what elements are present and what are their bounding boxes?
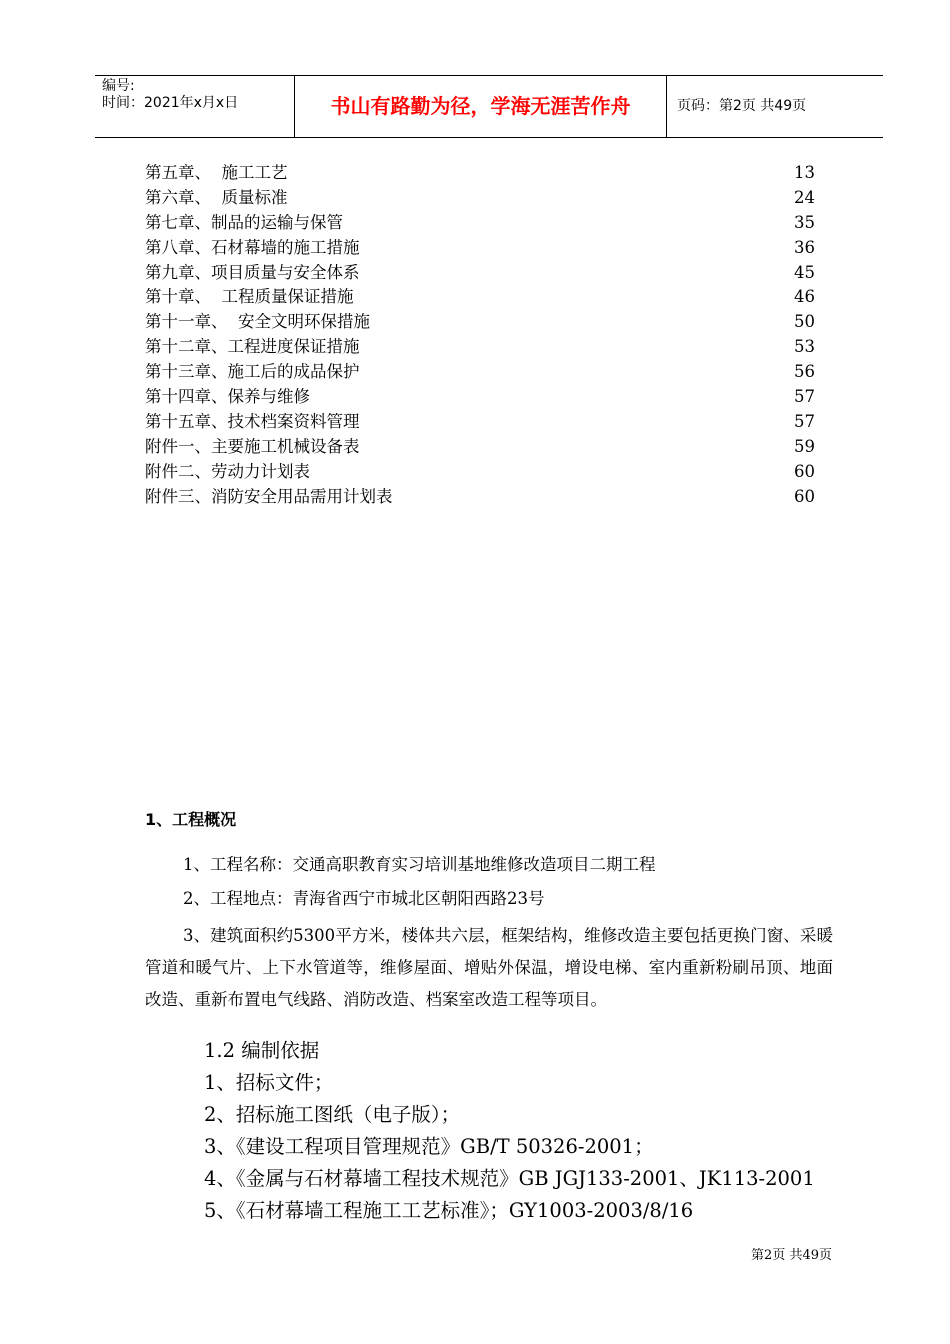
- basis-item: 3、《建设工程项目管理规范》GB/T 50326-2001；: [204, 1135, 654, 1158]
- toc-entry-page: 24: [794, 187, 815, 207]
- toc-entry-page: 50: [794, 312, 815, 332]
- toc-entry-title: 第六章、 质量标准: [145, 187, 288, 207]
- header-middle-cell: [295, 76, 667, 137]
- header-motto: 书山有路勤为径，学海无涯苦作舟: [330, 94, 631, 118]
- toc-entry-title: 附件一、主要施工机械设备表: [145, 436, 360, 456]
- toc-entry-page: 46: [794, 287, 815, 307]
- toc-entry-title: 第十一章、 安全文明环保措施: [145, 312, 370, 332]
- toc-entry: [145, 435, 815, 460]
- toc-entry-title: 第十四章、保养与维修: [145, 387, 310, 407]
- page-footer: 第2页 共49页: [751, 1248, 832, 1263]
- toc-entry-title: 第十五章、技术档案资料管理: [145, 411, 360, 431]
- toc-entry: [145, 410, 815, 435]
- basis-item: 4、《金属与石材幕墙工程技术规范》GB JGJ133-2001、JK113-2001: [204, 1167, 815, 1190]
- header-page-info: 页码：第2页 共49页: [677, 98, 807, 114]
- toc-entry: [145, 211, 815, 236]
- toc-entry: [145, 385, 815, 410]
- page-header: [95, 75, 883, 138]
- toc-entry: [145, 310, 815, 335]
- toc-entry-title: 第九章、项目质量与安全体系: [145, 262, 360, 282]
- toc-entry-page: 56: [794, 362, 815, 382]
- toc-entry: [145, 460, 815, 485]
- document-code-label: 编号:: [102, 78, 135, 94]
- toc-entry-page: 35: [794, 212, 815, 232]
- project-name-paragraph: 1、工程名称：交通高职教育实习培训基地维修改造项目二期工程: [183, 855, 656, 874]
- toc-entry-page: 53: [794, 337, 815, 357]
- toc-entry: [145, 161, 815, 186]
- toc-entry-title: 第八章、石材幕墙的施工措施: [145, 237, 360, 257]
- toc-entry-page: 36: [794, 237, 815, 257]
- toc-entry: [145, 485, 815, 510]
- toc-entry-title: 第十二章、工程进度保证措施: [145, 337, 360, 357]
- project-location-paragraph: 2、工程地点：青海省西宁市城北区朝阳西路23号: [183, 889, 545, 908]
- toc-entry-title: 第五章、 施工工艺: [145, 163, 288, 182]
- header-left-cell: [95, 76, 295, 137]
- basis-item: 1、招标文件；: [204, 1071, 334, 1094]
- toc-entry-title: 第七章、制品的运输与保管: [145, 212, 343, 232]
- toc-entry: [145, 285, 815, 310]
- toc-entry-page: 13: [794, 163, 815, 182]
- project-scope-paragraph: 3、建筑面积约5300平方米，楼体共六层，框架结构，维修改造主要包括更换门窗、采暖管道和暖气片、上下水管道等，维修屋面、增贴外保温，增设电梯、室内重新粉刷吊顶、地面改造、重新布置电气线路、消防改造、档案室改造工程等项目。: [145, 926, 833, 1009]
- basis-heading: 1.2 编制依据: [204, 1039, 320, 1062]
- section-heading: 1、工程概况: [145, 810, 237, 829]
- toc-entry: [145, 236, 815, 261]
- header-right-cell: [667, 76, 883, 137]
- toc-entry-title: 第十三章、施工后的成品保护: [145, 362, 360, 382]
- toc-entry: [145, 360, 815, 385]
- basis-item: 2、招标施工图纸（电子版）；: [204, 1103, 461, 1126]
- basis-item: 5、《石材幕墙工程施工工艺标准》；GY1003-2003/8/16: [204, 1199, 694, 1222]
- toc-entry-title: 附件二、劳动力计划表: [145, 461, 310, 481]
- document-time-label: 时间：2021年x月x日: [102, 95, 239, 111]
- toc-entry-title: 第十章、 工程质量保证措施: [145, 287, 354, 307]
- toc-entry: [145, 335, 815, 360]
- toc-entry: [145, 186, 815, 211]
- toc-entry-page: 59: [794, 436, 815, 456]
- table-of-contents: [145, 161, 815, 509]
- toc-entry-page: 57: [794, 411, 815, 431]
- toc-entry-page: 60: [794, 461, 815, 481]
- toc-entry-page: 45: [794, 262, 815, 282]
- toc-entry-page: 57: [794, 387, 815, 407]
- toc-entry-title: 附件三、消防安全用品需用计划表: [145, 486, 393, 506]
- toc-entry: [145, 261, 815, 286]
- toc-entry-page: 60: [794, 486, 815, 506]
